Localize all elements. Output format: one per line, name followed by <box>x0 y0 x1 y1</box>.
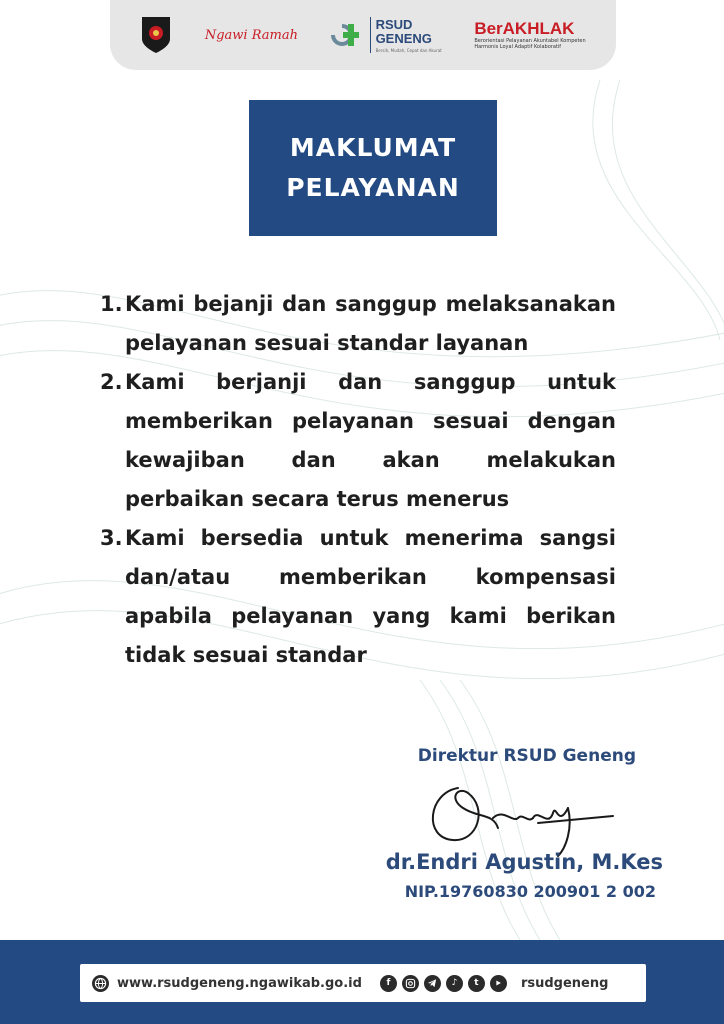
berakhlak-title: BerAKHLAK <box>474 19 575 38</box>
website-link[interactable]: www.rsudgeneng.ngawikab.go.id <box>117 975 362 991</box>
ngawi-crest-logo <box>140 15 172 55</box>
list-item-text: Kami bersedia untuk menerima sangsi dan/atau memberikan kompensasi apabila pelayanan yang kami berikan tidak sesuai standar <box>125 526 616 667</box>
social-handle[interactable]: rsudgeneng <box>520 975 609 991</box>
signer-nip: NIP.19760830 200901 2 002 <box>404 882 656 901</box>
telegram-icon[interactable] <box>424 975 441 992</box>
rsud-name-line2: GENENG <box>375 30 432 46</box>
list-item-number: 3. <box>100 526 123 550</box>
berakhlak-sub-line1: Berorientasi Pelayanan Akuntabel Kompeten <box>474 38 586 44</box>
berakhlak-sub-line2: Harmonis Loyal Adaptif Kolaboratif <box>474 44 561 50</box>
globe-icon <box>92 975 109 992</box>
page-title <box>249 100 497 236</box>
title-line-1: MAKLUMAT <box>289 133 457 162</box>
header-logo-bar <box>110 0 616 70</box>
rsud-tagline: Bersih, Mudah, Cepat dan Akurat <box>375 47 442 53</box>
ngawi-ramah-logo <box>205 28 298 43</box>
ngawi-ramah-text: Ngawi Ramah <box>204 27 298 43</box>
handwritten-signature <box>418 768 618 858</box>
list-item-number: 1. <box>100 292 123 316</box>
rsud-name-line1: RSUD <box>375 16 413 32</box>
rsud-geneng-logo <box>331 17 442 53</box>
tiktok-icon[interactable]: ♪ <box>446 975 463 992</box>
list-item-text: Kami berjanji dan sanggup untuk memberikan pelayanan sesuai dengan kewajiban dan akan melakukan perbaikan secara terus menerus <box>125 370 616 511</box>
rsud-cross-icon <box>331 20 365 50</box>
title-line-2: PELAYANAN <box>286 173 460 202</box>
berakhlak-logo <box>474 20 585 50</box>
list-item <box>100 285 616 363</box>
list-item <box>100 519 616 675</box>
youtube-icon[interactable] <box>490 975 507 992</box>
signer-role: Direktur RSUD Geneng <box>417 746 636 766</box>
footer <box>0 940 724 1024</box>
list-item <box>100 363 616 519</box>
twitter-icon[interactable]: t <box>468 975 485 992</box>
footer-contact-bar <box>80 964 646 1002</box>
instagram-icon[interactable] <box>402 975 419 992</box>
promise-list <box>100 285 616 675</box>
rsud-divider <box>370 17 371 53</box>
social-icons <box>380 975 507 992</box>
signer-name: dr.Endri Agustin, M.Kes <box>385 850 663 874</box>
list-item-text: Kami bejanji dan sanggup melaksanakan pelayanan sesuai standar layanan <box>125 292 616 355</box>
list-item-number: 2. <box>100 370 123 394</box>
facebook-icon[interactable]: f <box>380 975 397 992</box>
